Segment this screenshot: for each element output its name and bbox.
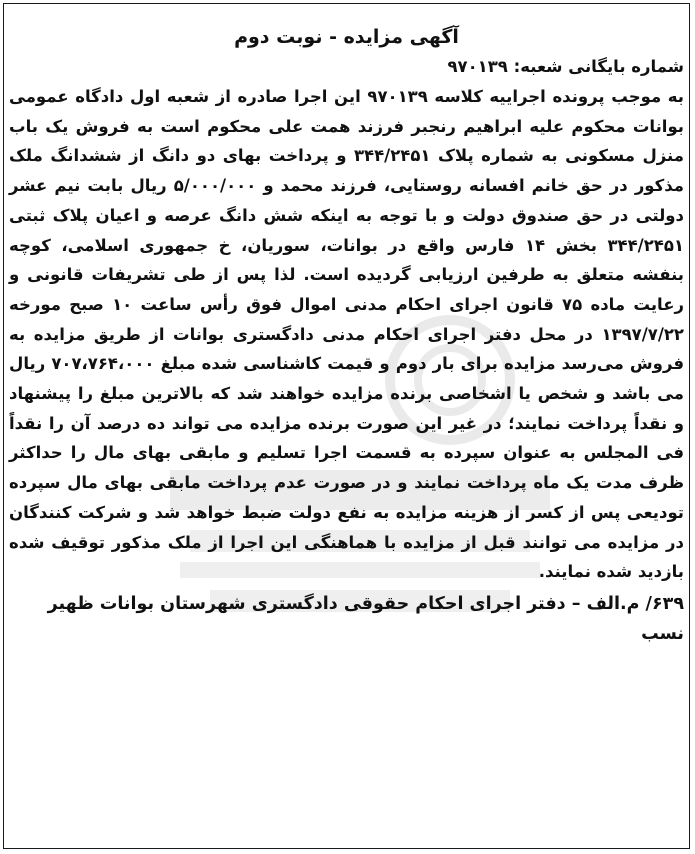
archive-number: شماره بایگانی شعبه: ۹۷۰۱۳۹: [447, 57, 684, 76]
notice-body: به موجب پرونده اجراییه کلاسه ۹۷۰۱۳۹ این اجرا صادره از شعبه اول دادگاه عمومی بوانات محکوم علیه ابراهیم رنجبر فرزند همت علی محکوم است به فروش یک باب منزل مسکونی به شماره پلاک ۳۴۴/۲۴۵۱ و پرداخت بهای دو دانگ از ششدانگ ملک مذکور در حق خانم افسانه روستایی، فرزند محمد و ۵/۰۰۰/۰۰۰ ریال بابت نیم عشر دولتی در حق صندوق دولت و با توجه به اینکه شش دانگ عرصه و اعیان پلاک ثبتی ۳۴۴/۲۴۵۱ بخش ۱۴ فارس واقع در بوانات، سوریان، خ جمهوری اسلامی، کوچه بنفشه متعلق به طرفین ارزیابی گردیده است. لذا پس از طی تشریفات قانونی و رعایت ماده ۷۵ قانون اجرای احکام مدنی اموال فوق رأس ساعت ۱۰ صبح مورخه ۱۳۹۷/۷/۲۲ در محل دفتر اجرای احکام مدنی دادگستری بوانات از طریق مزایده به فروش می‌رسد مزایده برای بار دوم و قیمت کاشناسی شده مبلغ ۷۰۷،۷۶۴،۰۰۰ ریال می باشد و شخص یا اشخاصی برنده مزایده خواهند شد که بالاترین مبلغ را پیشنهاد و نقداً پرداخت نمایند؛ در غیر این صورت برنده مزایده می تواند ده درصد آن را نقداً فی المجلس به عنوان سپرده به قسمت اجرا تسلیم و مابقی بهای مال را حداکثر ظرف مدت یک ماه پرداخت نمایند و در صورت عدم پرداخت مابقی بهای مال سپرده تودیعی پس از کسر از هزینه مزایده به نفع دولت ضبط خواهد شد و شرکت کنندگان در مزایده می توانند قبل از مزایده با هماهنگی این اجرا از ملک مذکور توقیف شده بازدید شده نمایند.: [9, 87, 685, 582]
notice-content: [9, 8, 684, 649]
notice-title: آگهی مزایده - نوبت دوم: [234, 26, 459, 48]
notice-footer: ۶۳۹/ م.الف – دفتر اجرای احکام حقوقی دادگستری شهرستان بوانات ظهیر نسب: [47, 593, 684, 644]
